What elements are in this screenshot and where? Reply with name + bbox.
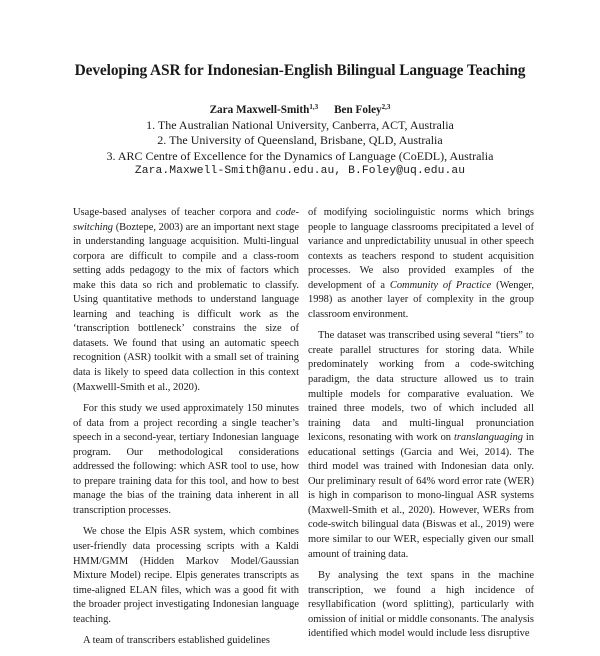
author-affiliation-marker: 1,3 xyxy=(309,103,319,111)
body-paragraph: By analysing the text spans in the machine transcription, we found a high incidence of resyllabification (word splitting), particularly with omission of initial or middle consonants. The analysis identified which model would include less disruptive xyxy=(308,570,534,640)
author-names xyxy=(0,103,600,118)
author-emails: Zara.Maxwell-Smith@anu.edu.au, B.Foley@uq.edu.au xyxy=(134,164,466,177)
body-paragraph: of modifying sociolinguistic norms which brings people to language classrooms precipitated a level of variance and unpredictability unusual in other speech contexts as teachers respond to student acquisition processes. We also provided examples of the development of a Community of Practice (Wenger, 1998) as another layer of complexity in the group classroom environment. xyxy=(308,207,534,320)
author-block xyxy=(0,103,600,179)
body-paragraph: A team of transcribers established guidelines xyxy=(83,635,270,647)
left-column xyxy=(73,206,299,656)
author-name: Zara Maxwell-Smith xyxy=(209,104,310,116)
affiliation: 1. The Australian National University, Canberra, ACT, Australia xyxy=(146,118,454,132)
body-paragraph: For this study we used approximately 150 minutes of data from a project recording a single teacher’s speech in a second-year, tertiary Indonesian language program. Our methodological considerations addressed the following: which ASR tool to use, how to prepare training data for this tool, and how to best manage the bias of the training data inherent in all transcription processes. xyxy=(73,403,299,516)
affiliation: 2. The University of Queensland, Brisbane, QLD, Australia xyxy=(157,133,443,148)
author-name: Ben Foley xyxy=(334,104,382,116)
body-paragraph: The dataset was transcribed using several “tiers” to create parallel structures for storing data. While predominately working from a code-switching paradigm, the data structure allowed us to train multiple models for comparative evaluation. We trained three models, two of which included all training data and multi-lingual pronunciation lexicons, resonating with work on translanguaging in educational settings (Garcia and Wei, 2014). The third model was trained with Indonesian data only. Our preliminary result of 64% word error rate (WER) is high in comparison to mono-lingual ASR systems (Maxwell-Smith et al., 2020). However, WERs from code-switch bilingual data (Biswas et al., 2019) were more similar to our WER, especially given our small amount of training data. xyxy=(308,330,534,560)
right-column xyxy=(308,206,534,649)
body-paragraph: We chose the Elpis ASR system, which combines user-friendly data processing scripts with a Kaldi HMM/GMM (Hidden Markov Model/Gaussian Mixture Model) recipe. Elpis generates transcripts as time-aligned ELAN files, which was a good fit with the broader project investigating Indonesian language teaching. xyxy=(73,526,299,625)
paper-title: Developing ASR for Indonesian-English Bilingual Language Teaching xyxy=(74,62,526,79)
body-paragraph: Usage-based analyses of teacher corpora and code-switching (Boztepe, 2003) are an important next stage in understanding language acquisition. Multi-lingual corpora are difficult to compile and a class-room setting adds pedagogy to the mix of factors which make this data so rich and problematic to classify. Using quantitative methods to understand language learning and teaching is difficult work as the ‘transcription bottleneck’ constrains the size of datasets. We found that using an automatic speech recognition (ASR) toolkit with a small set of training data is likely to speed data collection in this context (Maxwelll-Smith et al., 2020). xyxy=(73,207,299,393)
author-affiliation-marker: 2,3 xyxy=(381,103,391,111)
affiliation: 3. ARC Centre of Excellence for the Dynamics of Language (CoEDL), Australia xyxy=(106,148,494,163)
